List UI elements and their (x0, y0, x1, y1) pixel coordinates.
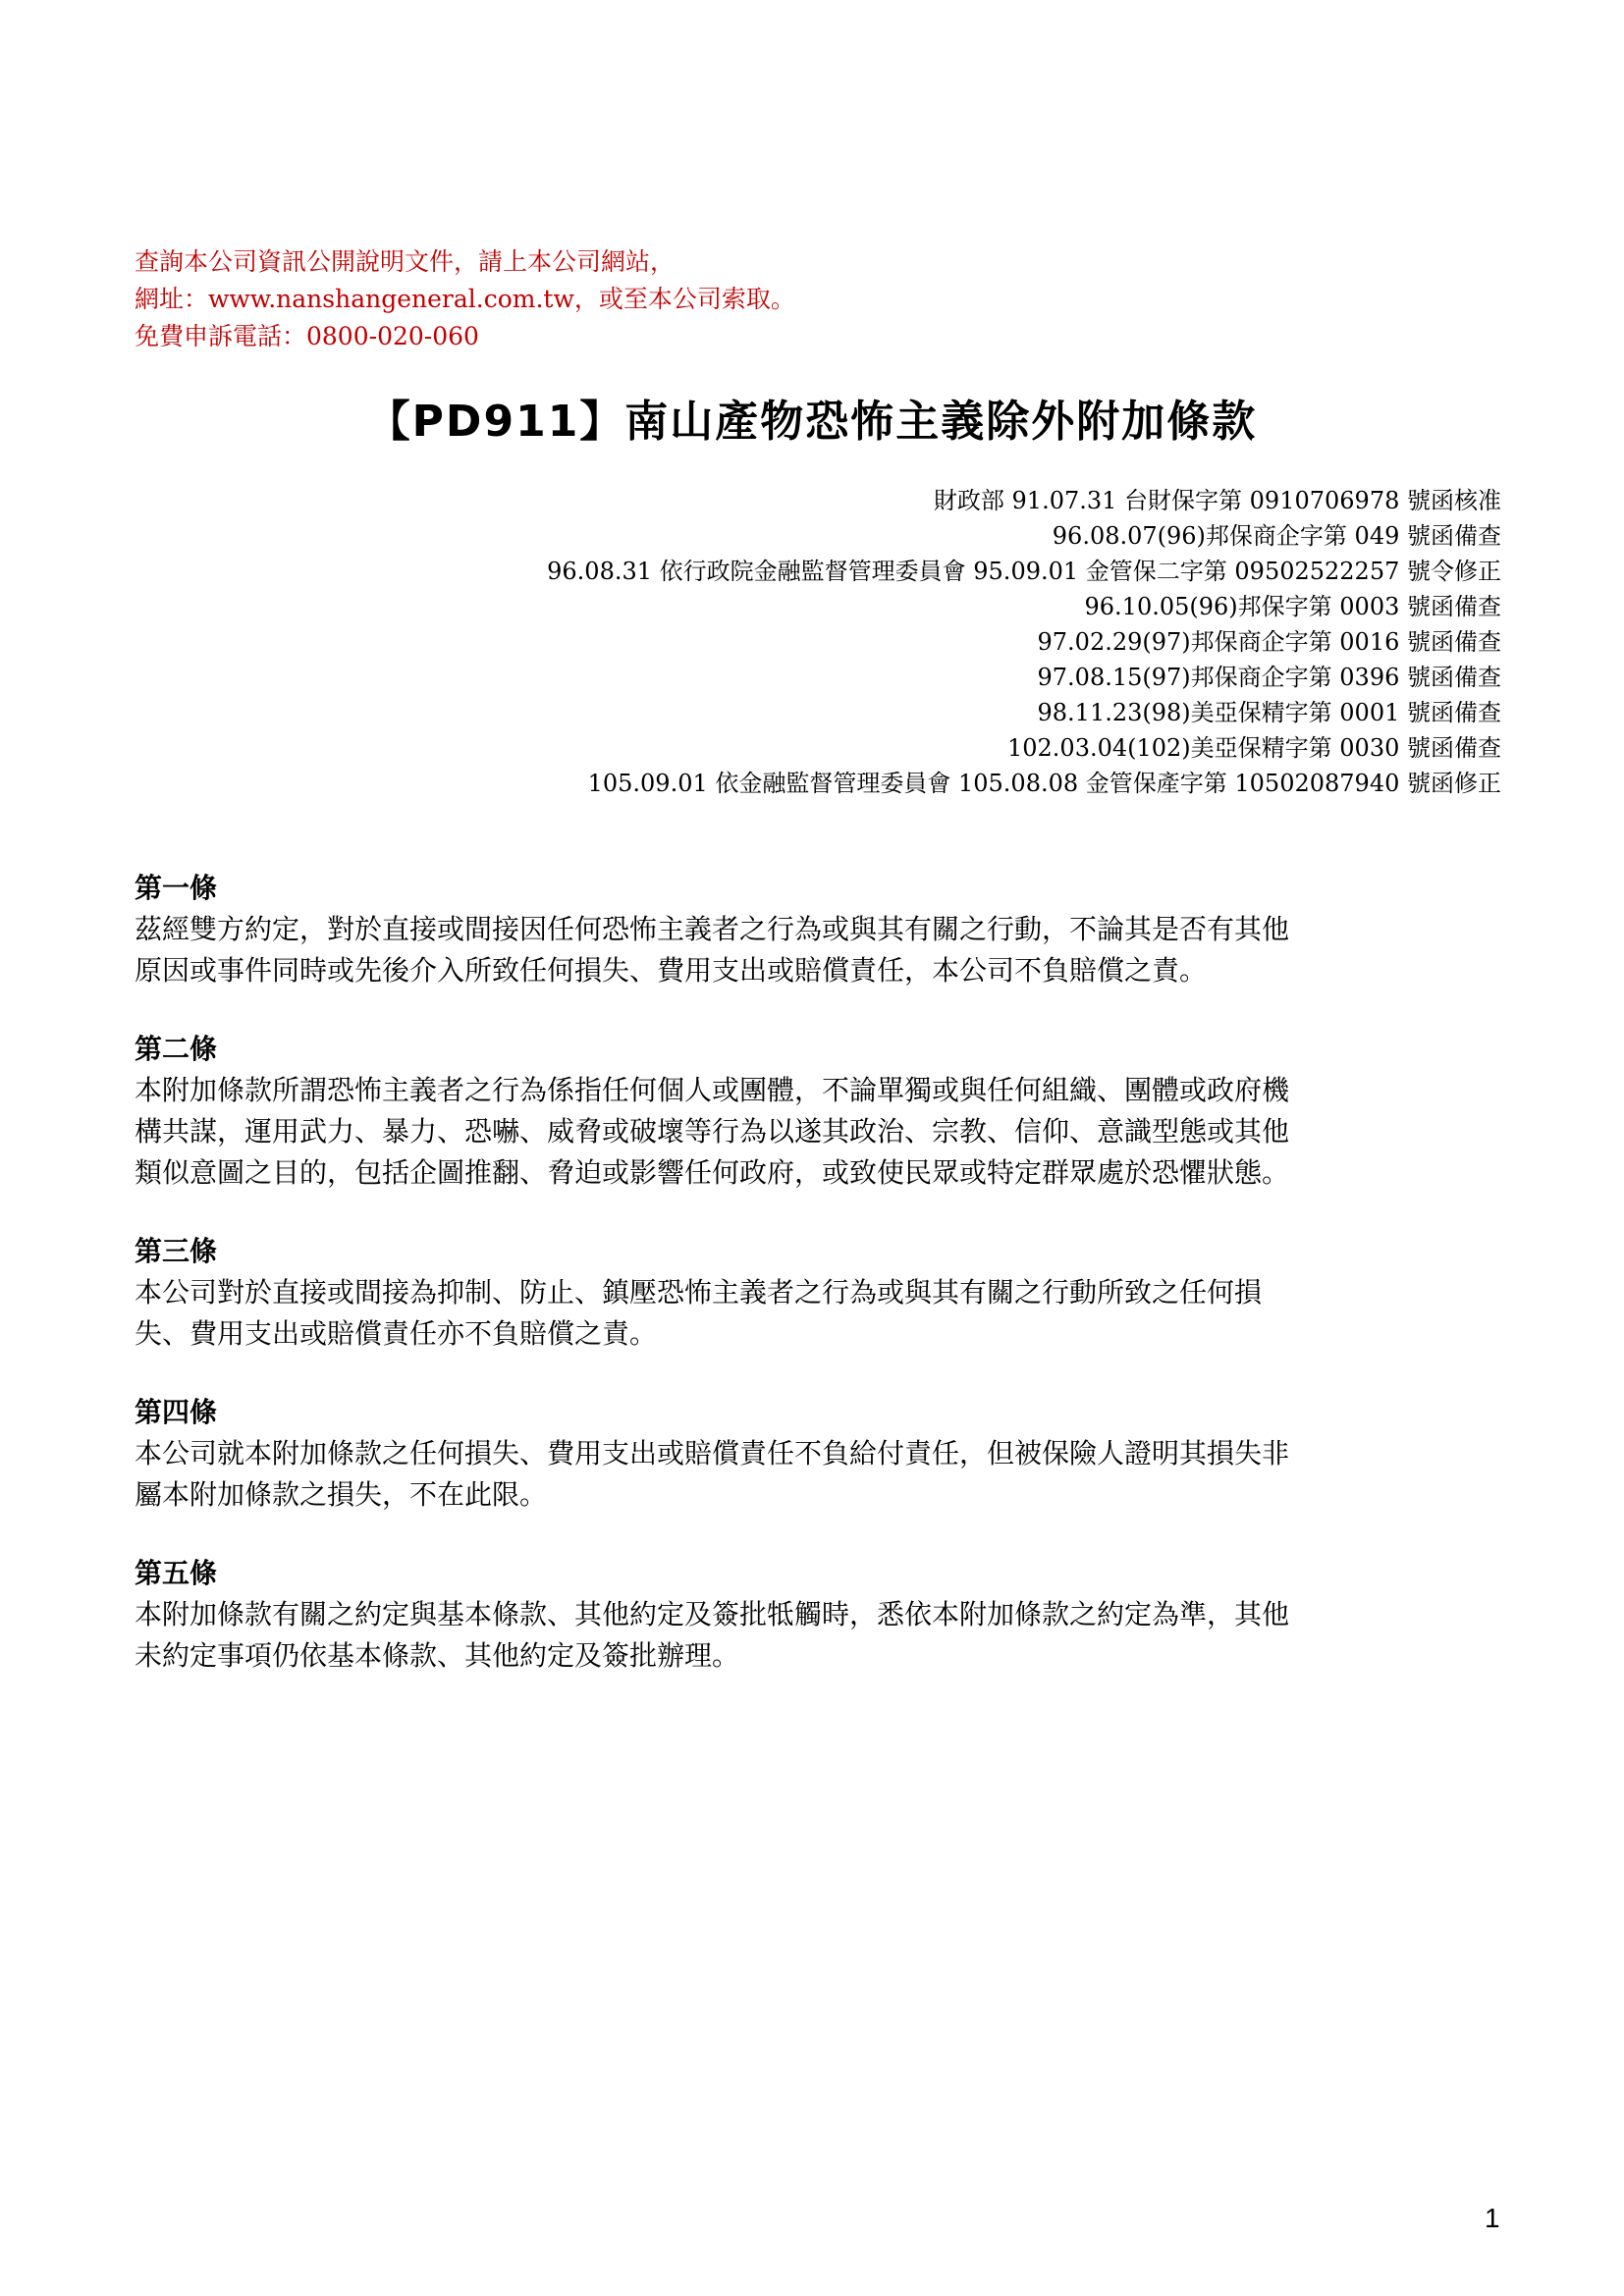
article-line: 屬本附加條款之損失，不在此限。 (135, 1478, 548, 1511)
article-heading: 第四條 (135, 1396, 218, 1428)
article-4 (135, 1392, 1501, 1516)
page-number: 1 (1485, 2203, 1500, 2233)
document-title: 【PD911】南山產物恐怖主義除外附加條款 (366, 397, 1258, 447)
article-body (135, 1594, 1501, 1677)
article-line: 本公司就本附加條款之任何損失、費用支出或賠償責任不負給付責任，但被保險人證明其損失非 (135, 1437, 1290, 1469)
article-heading: 第三條 (135, 1235, 218, 1267)
article-heading: 第二條 (135, 1033, 218, 1065)
article-line: 失、費用支出或賠償責任亦不負賠償之責。 (135, 1317, 658, 1350)
article-line: 原因或事件同時或先後介入所致任何損失、費用支出或賠償責任，本公司不負賠償之責。 (135, 954, 1208, 987)
notice-line: 查詢本公司資訊公開說明文件，請上本公司網站， (135, 247, 676, 276)
article-line: 未約定事項仍依基本條款、其他約定及簽批辦理。 (135, 1639, 740, 1672)
article-line: 類似意圖之目的，包括企圖推翻、脅迫或影響任何政府，或致使民眾或特定群眾處於恐懼狀態。 (135, 1156, 1290, 1189)
article-body (135, 1070, 1501, 1194)
notice-line: 免費申訴電話：0800-020-060 (135, 322, 479, 350)
approval-history (225, 483, 1501, 801)
article-line: 構共謀，運用武力、暴力、恐嚇、威脅或破壞等行為以遂其政治、宗教、信仰、意識型態或其他 (135, 1115, 1290, 1148)
notice-line: 網址：www.nanshangeneral.com.tw，或至本公司索取。 (135, 285, 795, 313)
article-body (135, 909, 1501, 991)
approval-line: 97.08.15(97)邦保商企字第 0396 號函備查 (1037, 664, 1501, 691)
article-line: 茲經雙方約定，對於直接或間接因任何恐怖主義者之行為或與其有關之行動，不論其是否有其他 (135, 913, 1290, 945)
notice-block (135, 243, 1313, 355)
article-3 (135, 1231, 1501, 1355)
article-body (135, 1272, 1501, 1355)
approval-line: 財政部 91.07.31 台財保字第 0910706978 號函核准 (933, 487, 1501, 514)
approval-line: 105.09.01 依金融監督管理委員會 105.08.08 金管保產字第 10502087940 號函修正 (587, 770, 1501, 797)
article-heading: 第一條 (135, 872, 218, 904)
article-heading: 第五條 (135, 1557, 218, 1589)
approval-line: 96.08.07(96)邦保商企字第 049 號函備查 (1052, 522, 1501, 550)
article-5 (135, 1553, 1501, 1677)
approval-line: 96.08.31 依行政院金融監督管理委員會 95.09.01 金管保二字第 09502522257 號令修正 (547, 558, 1501, 585)
articles (135, 868, 1501, 1714)
article-2 (135, 1029, 1501, 1194)
article-line: 本公司對於直接或間接為抑制、防止、鎮壓恐怖主義者之行為或與其有關之行動所致之任何損 (135, 1276, 1263, 1308)
approval-line: 97.02.29(97)邦保商企字第 0016 號函備查 (1037, 628, 1501, 656)
article-1 (135, 868, 1501, 991)
article-line: 本附加條款有關之約定與基本條款、其他約定及簽批牴觸時，悉依本附加條款之約定為準，其他 (135, 1598, 1290, 1630)
article-body (135, 1433, 1501, 1516)
approval-line: 96.10.05(96)邦保字第 0003 號函備查 (1084, 593, 1501, 620)
article-line: 本附加條款所謂恐怖主義者之行為係指任何個人或團體，不論單獨或與任何組織、團體或政府機 (135, 1074, 1290, 1106)
approval-line: 98.11.23(98)美亞保精字第 0001 號函備查 (1037, 699, 1501, 726)
approval-line: 102.03.04(102)美亞保精字第 0030 號函備查 (1006, 734, 1501, 762)
